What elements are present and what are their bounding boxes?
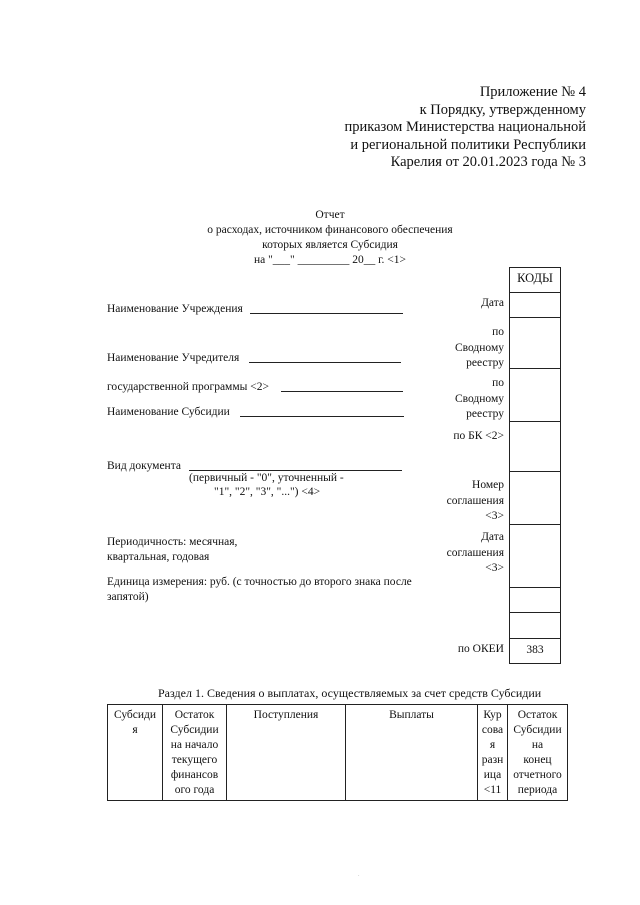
appendix-line: и региональной политики Республики xyxy=(350,136,586,153)
code-label-bk: по БК <2> xyxy=(453,430,504,442)
code-cell-date xyxy=(510,292,560,293)
label-periodicity: квартальная, годовая xyxy=(107,551,210,563)
code-label-agreement-number: Номер соглашения <3> xyxy=(446,479,504,522)
code-cell-agreement-date xyxy=(510,524,560,525)
program-line[interactable] xyxy=(281,391,403,392)
appendix-line: к Порядку, утвержденному xyxy=(419,101,586,118)
section-title: Раздел 1. Сведения о выплатах, осуществляемых за счет средств Субсидии xyxy=(158,686,542,700)
label-doc-type: Вид документа xyxy=(107,460,181,472)
label-periodicity: Периодичность: месячная, xyxy=(107,536,238,548)
code-cell-svod1 xyxy=(510,317,560,318)
doc-type-line[interactable] xyxy=(189,470,402,471)
payments-table xyxy=(107,704,568,801)
label-subsidy: Наименование Субсидии xyxy=(107,406,230,418)
title-line: на "___" _________ 20__ г. <1> xyxy=(253,254,407,266)
code-label-date: Дата xyxy=(481,297,504,309)
label-unit: запятой) xyxy=(107,591,149,603)
code-cell-blank-2 xyxy=(510,612,560,613)
title-line: о расходах, источником финансового обеспечения xyxy=(207,224,453,236)
codes-table xyxy=(509,267,561,664)
code-label-agreement-date: Дата соглашения <3> xyxy=(446,531,504,574)
label-institution: Наименование Учреждения xyxy=(107,303,243,315)
codes-header: КОДЫ xyxy=(517,271,553,285)
code-label-svod1: по Сводному реестру xyxy=(454,326,504,369)
code-cell-svod2 xyxy=(510,368,560,369)
scan-mark: . xyxy=(358,872,360,878)
code-cell-bk xyxy=(510,421,560,422)
col-balance-end: Остаток Субсидии на конец отчетного периода xyxy=(508,705,568,801)
title-line: Отчет xyxy=(315,209,345,221)
code-cell-okei xyxy=(510,638,560,639)
col-payments: Выплаты xyxy=(346,705,478,801)
label-unit: Единица измерения: руб. (с точностью до второго знака после xyxy=(107,576,412,588)
doc-type-hint: (первичный - "0", уточненный - xyxy=(189,472,344,484)
code-cell-agreement-number xyxy=(510,471,560,472)
appendix-line: приказом Министерства национальной xyxy=(344,119,586,135)
subsidy-line[interactable] xyxy=(240,416,404,417)
appendix-line: Карелия от 20.01.2023 года № 3 xyxy=(390,154,586,170)
col-exchange-diff: Кур сова я разн ица <11 xyxy=(478,705,508,801)
appendix-header xyxy=(256,84,586,172)
doc-type-hint: "1", "2", "3", "...") <4> xyxy=(214,486,321,498)
col-subsidy: Субсиди я xyxy=(108,705,163,801)
founder-line[interactable] xyxy=(249,362,401,363)
code-label-okei: по ОКЕИ xyxy=(457,643,504,655)
institution-line[interactable] xyxy=(250,313,403,314)
title-line: которых является Субсидия xyxy=(262,239,398,251)
label-program: государственной программы <2> xyxy=(107,381,269,393)
label-founder: Наименование Учредителя xyxy=(107,352,240,364)
report-title xyxy=(150,208,510,268)
col-balance-start: Остаток Субсидии на начало текущего финансов ого года xyxy=(163,705,227,801)
appendix-line: Приложение № 4 xyxy=(479,84,586,100)
code-label-svod2: по Сводному реестру xyxy=(454,377,504,420)
code-cell-blank-1 xyxy=(510,587,560,588)
okei-value: 383 xyxy=(526,644,544,656)
col-receipts: Поступления xyxy=(227,705,346,801)
